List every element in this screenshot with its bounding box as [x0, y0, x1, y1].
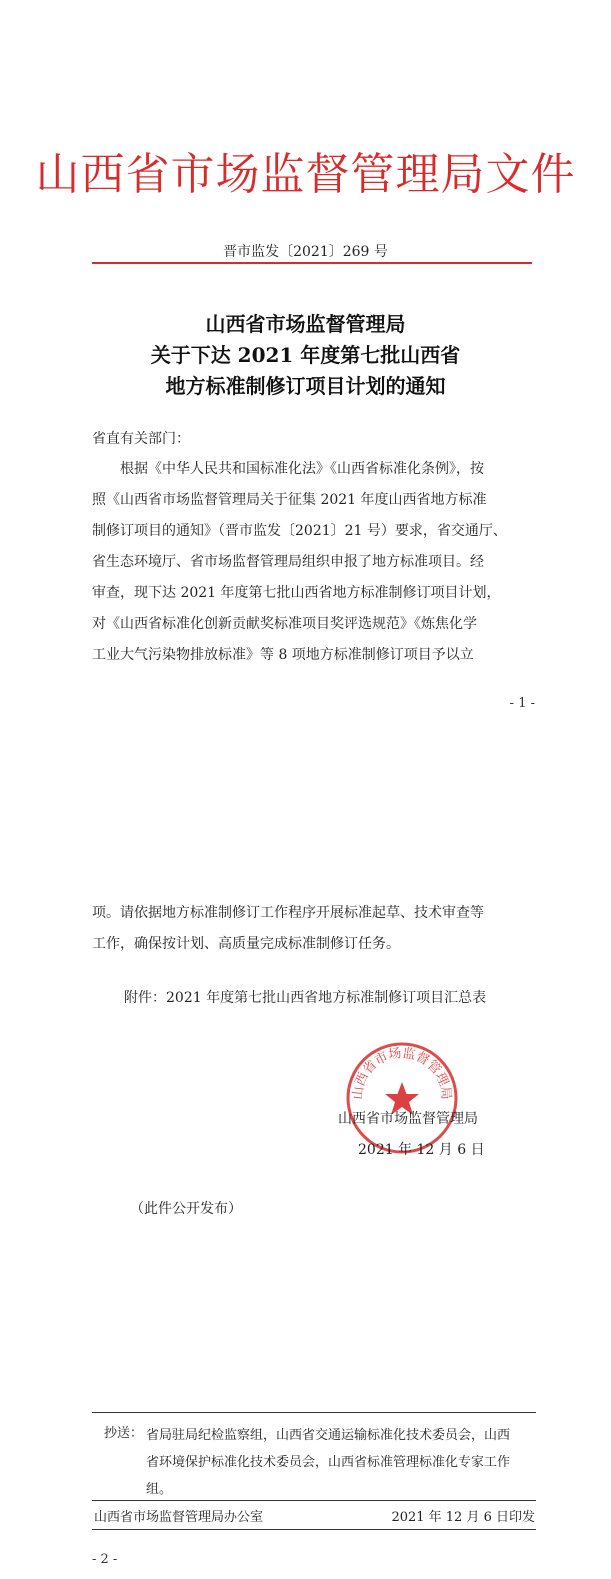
footer-bottom-rule — [92, 1529, 536, 1530]
page-number-2: - 2 - — [92, 1552, 118, 1567]
public-release-note: （此件公开发布） — [130, 1201, 242, 1217]
body-line: 工作，确保按计划、高质量完成标准制修订任务。 — [92, 936, 400, 952]
body-line: 省生态环境厅、省市场监督管理局组织申报了地方标准项目。经 — [92, 554, 484, 570]
body-line: 照《山西省市场监督管理局关于征集 2021 年度山西省地方标准 — [92, 492, 487, 508]
cc-top-rule — [92, 1412, 536, 1413]
notice-title-line-2: 关于下达 2021 年度第七批山西省 — [150, 343, 461, 367]
notice-title-line-3: 地方标准制修订项目计划的通知 — [165, 374, 446, 398]
page-number-1: - 1 - — [509, 696, 535, 711]
print-date: 2021 年 12 月 6 日印发 — [391, 1510, 535, 1525]
document-number: 晋市监发〔2021〕269 号 — [223, 244, 388, 260]
issuing-office: 山西省市场监督管理局办公室 — [94, 1510, 264, 1525]
signature-date: 2021 年 12 月 6 日 — [358, 1142, 485, 1158]
seal-text: 山西省市场监督管理局 — [350, 1046, 454, 1101]
attachment-line: 附件：2021 年度第七批山西省地方标准制修订项目汇总表 — [124, 990, 487, 1006]
cc-line: 省局驻局纪检监察组，山西省交通运输标准化技术委员会，山西 — [146, 1428, 511, 1443]
body-line: 审查，现下达 2021 年度第七批山西省地方标准制修订项目计划， — [92, 585, 501, 601]
footer-top-rule — [92, 1500, 536, 1501]
body-line: 工业大气污染物排放标准》等 8 项地方标准制修订项目予以立 — [92, 647, 474, 663]
notice-title-line-1: 山西省市场监督管理局 — [205, 312, 406, 336]
body-paragraph — [92, 454, 542, 671]
cc-label: 抄送： — [104, 1426, 144, 1441]
body-line: 根据《中华人民共和国标准化法》《山西省标准化条例》，按 — [92, 461, 484, 477]
cc-line: 组。 — [146, 1482, 173, 1497]
cc-line: 省环境保护标准化技术委员会，山西省标准管理标准化专家工作 — [146, 1455, 511, 1470]
continuation-paragraph — [92, 898, 542, 960]
cc-recipients — [146, 1422, 536, 1503]
body-line: 项。请依据地方标准制修订工作程序开展标准起草、技术审查等 — [92, 905, 484, 921]
header-red-rule — [92, 262, 532, 264]
body-line: 对《山西省标准化创新贡献奖标准项目奖评选规范》《炼焦化学 — [92, 616, 477, 632]
signature-organization: 山西省市场监督管理局 — [338, 1111, 478, 1127]
salutation: 省直有关部门： — [92, 431, 190, 447]
document-header-title: 山西省市场监督管理局文件 — [35, 149, 576, 200]
body-line: 制修订项目的通知》（晋市监发〔2021〕21 号）要求，省交通厅、 — [92, 523, 507, 539]
